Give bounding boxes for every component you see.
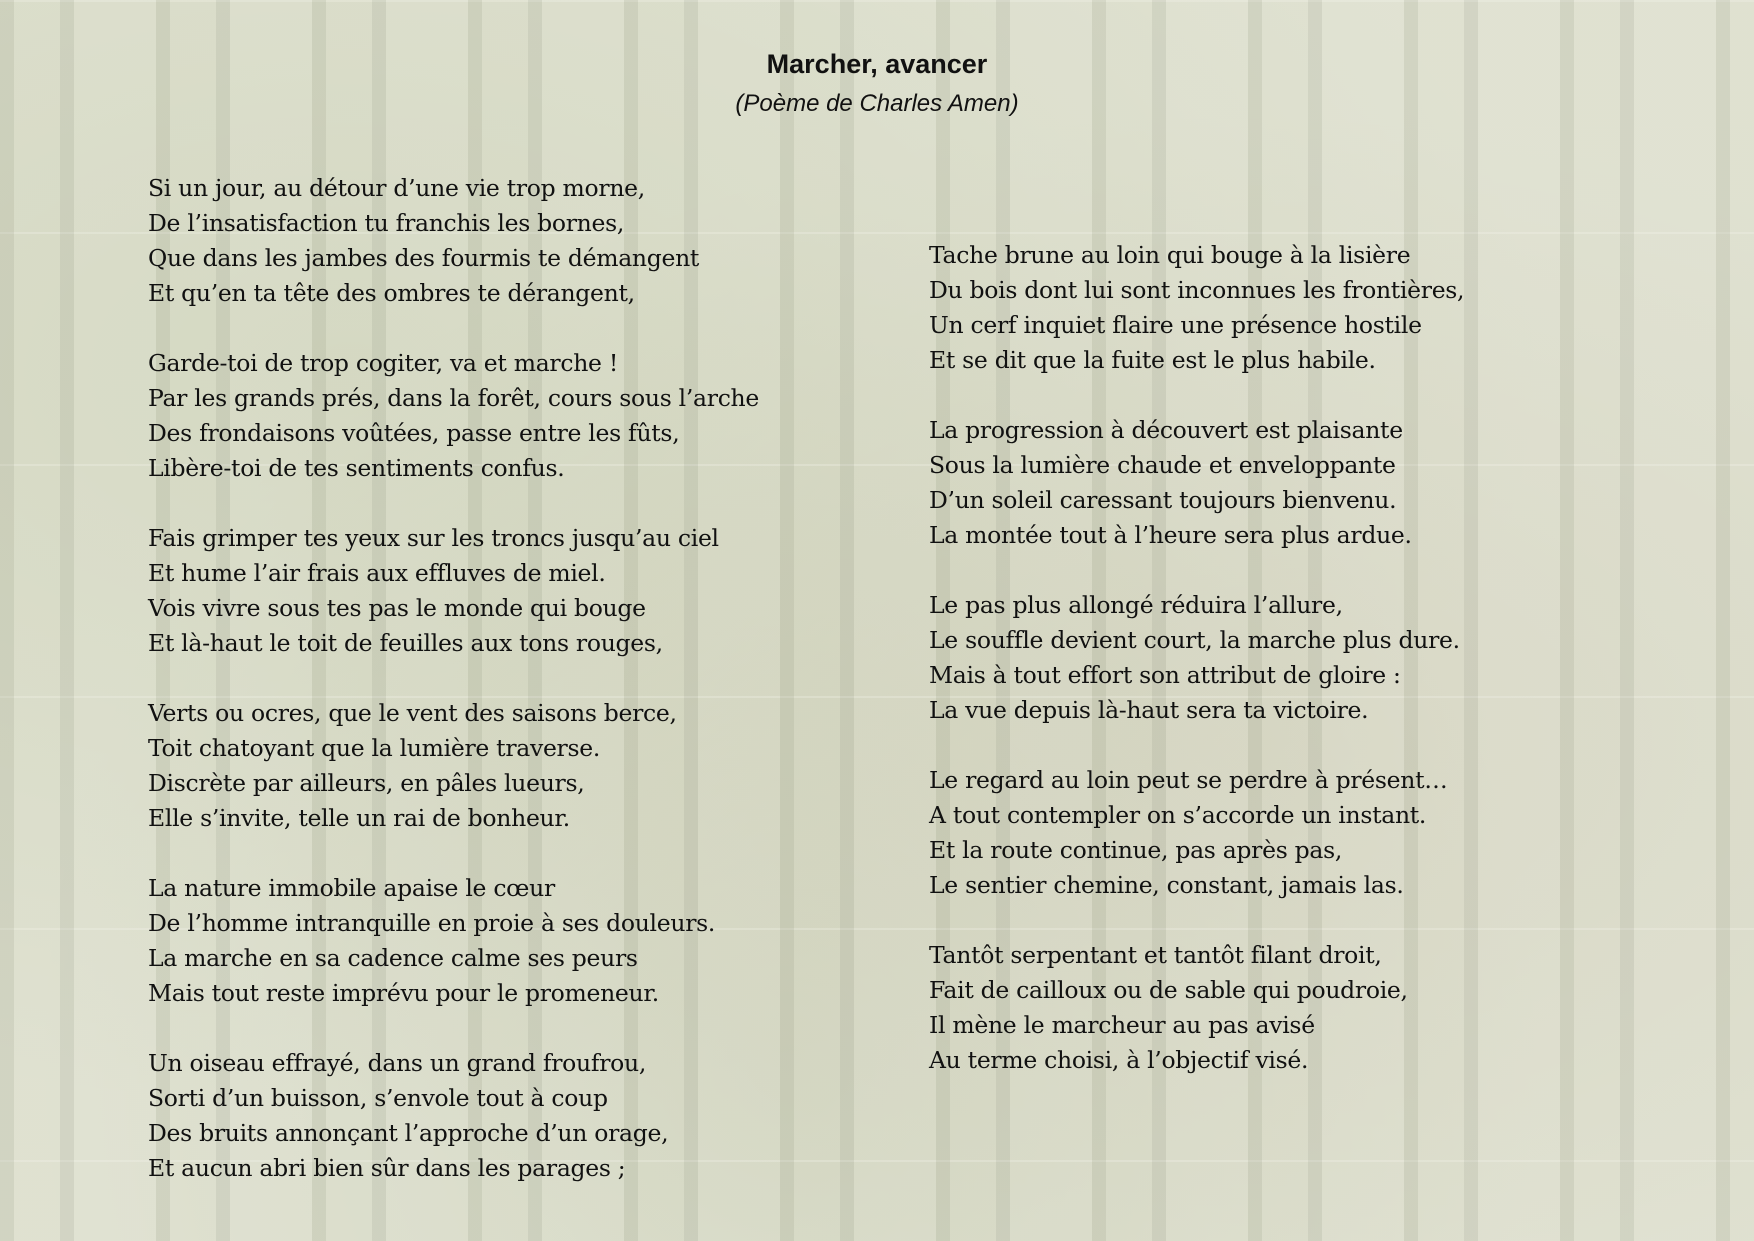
poem-line: Un oiseau effrayé, dans un grand froufrou,	[148, 1049, 647, 1077]
poem-line: Libère-toi de tes sentiments confus.	[148, 454, 565, 482]
poem-line: Et hume l’air frais aux effluves de miel.	[148, 559, 606, 587]
poem-line: Que dans les jambes des fourmis te démangent	[148, 244, 700, 272]
poem-line: Par les grands prés, dans la forêt, cours sous l’arche	[148, 384, 760, 412]
poem-header	[0, 44, 1754, 124]
stanza	[929, 763, 1649, 903]
poem-line: Des frondaisons voûtées, passe entre les fûts,	[148, 419, 680, 447]
poem-line: Des bruits annonçant l’approche d’un orage,	[148, 1119, 669, 1147]
poem-line: La montée tout à l’heure sera plus ardue.	[929, 521, 1412, 549]
poem-line: De l’insatisfaction tu franchis les bornes,	[148, 209, 625, 237]
poem-line: La marche en sa cadence calme ses peurs	[148, 944, 638, 972]
poem-line: Mais à tout effort son attribut de gloire :	[929, 661, 1401, 689]
stanza	[148, 871, 888, 1011]
poem-subtitle: (Poème de Charles Amen)	[735, 90, 1019, 117]
poem-line: Il mène le marcheur au pas avisé	[929, 1011, 1315, 1039]
stanza	[929, 413, 1649, 553]
poem-line: Si un jour, au détour d’une vie trop morne,	[148, 174, 645, 202]
stanza	[929, 238, 1649, 378]
poem-line: Le regard au loin peut se perdre à présent…	[929, 766, 1448, 794]
stanza	[148, 521, 888, 661]
poem-line: Fait de cailloux ou de sable qui poudroie,	[929, 976, 1408, 1004]
poem-line: Elle s’invite, telle un rai de bonheur.	[148, 804, 570, 832]
poem-line: Tache brune au loin qui bouge à la lisière	[929, 241, 1411, 269]
poem-line: Au terme choisi, à l’objectif visé.	[929, 1046, 1309, 1074]
stanza	[148, 346, 888, 486]
poem-line: Tantôt serpentant et tantôt filant droit,	[929, 941, 1382, 969]
stanza	[929, 938, 1649, 1078]
stanza	[929, 588, 1649, 728]
poem-line: Le pas plus allongé réduira l’allure,	[929, 591, 1343, 619]
stanza	[148, 696, 888, 836]
poem-line: La nature immobile apaise le cœur	[148, 874, 555, 902]
poem-column-left	[148, 171, 888, 1221]
poem-line: Verts ou ocres, que le vent des saisons berce,	[148, 699, 677, 727]
poem-line: Garde-toi de trop cogiter, va et marche !	[148, 349, 618, 377]
poem-line: Fais grimper tes yeux sur les troncs jusqu’au ciel	[148, 524, 719, 552]
poem-line: De l’homme intranquille en proie à ses douleurs.	[148, 909, 716, 937]
stanza	[148, 171, 888, 311]
poem-line: Discrète par ailleurs, en pâles lueurs,	[148, 769, 585, 797]
poem-line: Et qu’en ta tête des ombres te dérangent,	[148, 279, 635, 307]
poem-line: La progression à découvert est plaisante	[929, 416, 1403, 444]
poem-line: Et la route continue, pas après pas,	[929, 836, 1343, 864]
poem-line: Le souffle devient court, la marche plus dure.	[929, 626, 1460, 654]
poem-line: Sorti d’un buisson, s’envole tout à coup	[148, 1084, 608, 1112]
poem-line: D’un soleil caressant toujours bienvenu.	[929, 486, 1397, 514]
stanza	[148, 1046, 888, 1186]
poem-line: Mais tout reste imprévu pour le promeneur.	[148, 979, 659, 1007]
poem-title: Marcher, avancer	[766, 49, 988, 79]
poem-line: Le sentier chemine, constant, jamais las.	[929, 871, 1404, 899]
poem-line: Et là-haut le toit de feuilles aux tons rouges,	[148, 629, 663, 657]
poem-line: Sous la lumière chaude et enveloppante	[929, 451, 1396, 479]
poem-line: La vue depuis là-haut sera ta victoire.	[929, 696, 1369, 724]
poem-line: Du bois dont lui sont inconnues les frontières,	[929, 276, 1465, 304]
poem-line: Et aucun abri bien sûr dans les parages ;	[148, 1154, 626, 1182]
poem-line: Vois vivre sous tes pas le monde qui bouge	[148, 594, 646, 622]
poem-line: Un cerf inquiet flaire une présence hostile	[929, 311, 1422, 339]
poem-column-right	[929, 238, 1649, 1113]
poem-line: Toit chatoyant que la lumière traverse.	[148, 734, 601, 762]
poem-line: Et se dit que la fuite est le plus habile.	[929, 346, 1376, 374]
poem-line: A tout contempler on s’accorde un instant.	[929, 801, 1427, 829]
